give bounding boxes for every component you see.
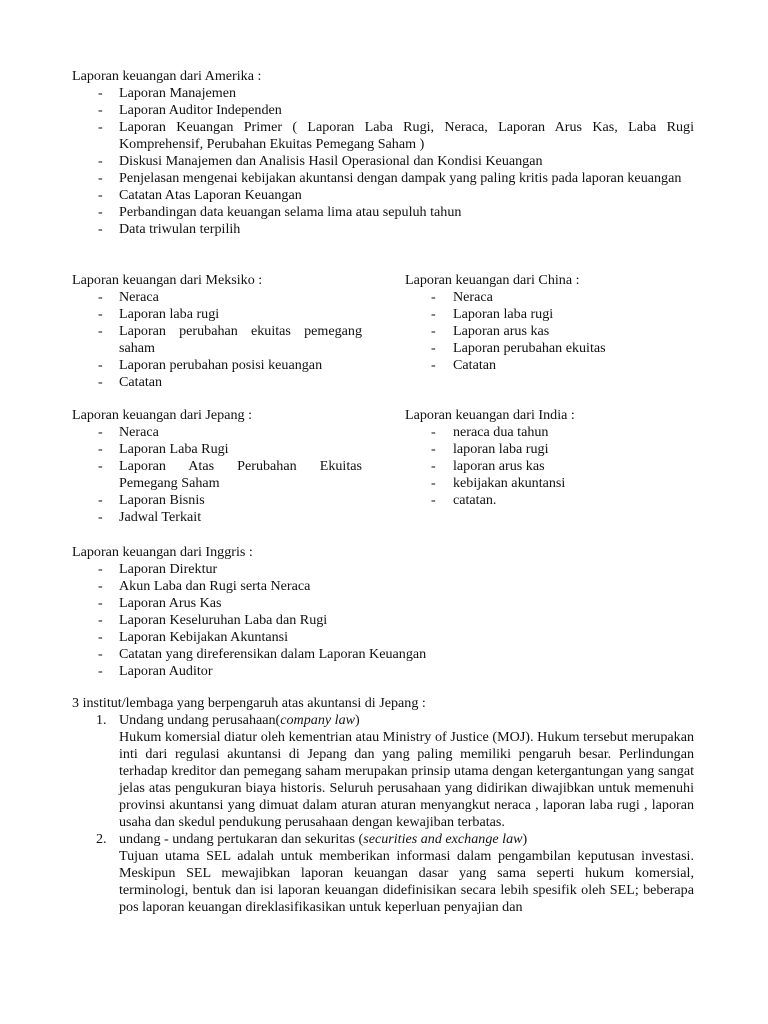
list-item: - Catatan Atas Laporan Keuangan	[72, 187, 694, 204]
item-body: Tujuan utama SEL adalah untuk memberikan informasi dalam pengambilan keputusan investasi. Meskipun SEL mewajibkan laporan keuangan dasar yang sama seperti hukum komersial, terminologi, bentuk dan isi laporan keuangan didefinisikan secara lebih spesifik oleh SEL; beberapa pos laporan keuangan direklasifikasikan untuk keperluan penyajian dan	[119, 848, 694, 915]
list-item: - neraca dua tahun	[405, 424, 695, 441]
list-item: - Laporan Manajemen	[72, 85, 694, 102]
list-india	[405, 424, 695, 509]
list-item: - Neraca	[72, 424, 362, 441]
list-item: - Jadwal Terkait	[72, 509, 362, 526]
list-item: - Laporan Auditor Independen	[72, 102, 694, 119]
item-title	[119, 831, 527, 847]
section-jepang	[72, 407, 362, 526]
section-meksiko	[72, 272, 362, 391]
list-item: - Laporan Bisnis	[72, 492, 362, 509]
item-title	[119, 712, 360, 728]
list-item: - Laporan perubahan ekuitas	[405, 340, 695, 357]
list-jepang	[72, 424, 362, 526]
section-amerika	[72, 68, 694, 238]
list-item: - laporan laba rugi	[405, 441, 695, 458]
heading-inggris: Laporan keuangan dari Inggris :	[72, 544, 253, 560]
section-institut	[72, 695, 694, 916]
list-item: - Laporan Keuangan Primer ( Laporan Laba Rugi, Neraca, Laporan Arus Kas, Laba Rugi Komprehensif, Perubahan Ekuitas Pemegang Saham )	[72, 119, 694, 153]
list-item: - Laporan Keseluruhan Laba dan Rugi	[72, 612, 694, 629]
list-item: - Laporan perubahan ekuitas pemegang saham	[72, 323, 362, 357]
item-title-end: )	[355, 712, 360, 728]
item-title-italic: company law	[280, 712, 356, 728]
list-item: - Catatan yang direferensikan dalam Laporan Keuangan	[72, 646, 694, 663]
list-item: - Laporan Auditor	[72, 663, 694, 680]
numbered-list-institut	[72, 712, 694, 916]
list-item: - Catatan	[72, 374, 362, 391]
list-inggris	[72, 561, 694, 680]
numbered-item	[72, 712, 694, 831]
list-item: - Laporan Atas Perubahan Ekuitas Pemegang Saham	[72, 458, 362, 492]
item-title-text: undang - undang pertukaran dan sekuritas (	[119, 831, 364, 847]
list-item: - Akun Laba dan Rugi serta Neraca	[72, 578, 694, 595]
heading-jepang: Laporan keuangan dari Jepang :	[72, 407, 253, 423]
list-item: - catatan.	[405, 492, 695, 509]
list-item: - Laporan laba rugi	[405, 306, 695, 323]
heading-china: Laporan keuangan dari China :	[405, 272, 580, 288]
list-item: - Penjelasan mengenai kebijakan akuntansi dengan dampak yang paling kritis pada laporan keuangan	[72, 170, 694, 187]
list-item: - Perbandingan data keuangan selama lima atau sepuluh tahun	[72, 204, 694, 221]
numbered-item	[72, 831, 694, 916]
list-item: - Catatan	[405, 357, 695, 374]
list-item: - Laporan Direktur	[72, 561, 694, 578]
list-item: - Laporan Laba Rugi	[72, 441, 362, 458]
heading-india: Laporan keuangan dari India :	[405, 407, 575, 423]
item-title-italic: securities and exchange law	[363, 831, 523, 847]
list-item: - Laporan laba rugi	[72, 306, 362, 323]
heading-meksiko: Laporan keuangan dari Meksiko :	[72, 272, 263, 288]
list-item: - laporan arus kas	[405, 458, 695, 475]
list-item: - Data triwulan terpilih	[72, 221, 694, 238]
item-title-text: Undang undang perusahaan(	[119, 712, 281, 728]
list-item: - Laporan Kebijakan Akuntansi	[72, 629, 694, 646]
list-item: - kebijakan akuntansi	[405, 475, 695, 492]
list-item: - Neraca	[405, 289, 695, 306]
list-item: - Neraca	[72, 289, 362, 306]
section-china	[405, 272, 695, 374]
list-meksiko	[72, 289, 362, 391]
list-amerika	[72, 85, 694, 238]
list-item: - Diskusi Manajemen dan Analisis Hasil Operasional dan Kondisi Keuangan	[72, 153, 694, 170]
item-number: 1.	[96, 712, 107, 728]
item-body: Hukum komersial diatur oleh kementrian atau Ministry of Justice (MOJ). Hukum tersebut merupakan inti dari regulasi akuntansi di Jepang dan yang paling memiliki pengaruh besar. Perlindungan terhadap kreditor dan pemegang saham merupakan prinsip utama dengan ketergantungan yang sangat jelas atas pengukuran biaya historis. Seluruh perusahaan yang didirikan diwajibkan untuk memenuhi provinsi akuntansi yang dimuat dalam aturan aturan menyangkut neraca , laporan laba rugi , laporan usaha dan skedul pendukung perusahaan dengan kewajiban terbatas.	[119, 729, 694, 830]
section-india	[405, 407, 695, 509]
list-item: - Laporan perubahan posisi keuangan	[72, 357, 362, 374]
list-china	[405, 289, 695, 374]
item-title-end: )	[522, 831, 528, 847]
list-item: - Laporan Arus Kas	[72, 595, 694, 612]
item-number: 2.	[96, 831, 107, 847]
heading-amerika: Laporan keuangan dari Amerika :	[72, 68, 262, 84]
section-inggris	[72, 544, 694, 680]
heading-institut: 3 institut/lembaga yang berpengaruh atas akuntansi di Jepang :	[72, 695, 426, 711]
list-item: - Laporan arus kas	[405, 323, 695, 340]
